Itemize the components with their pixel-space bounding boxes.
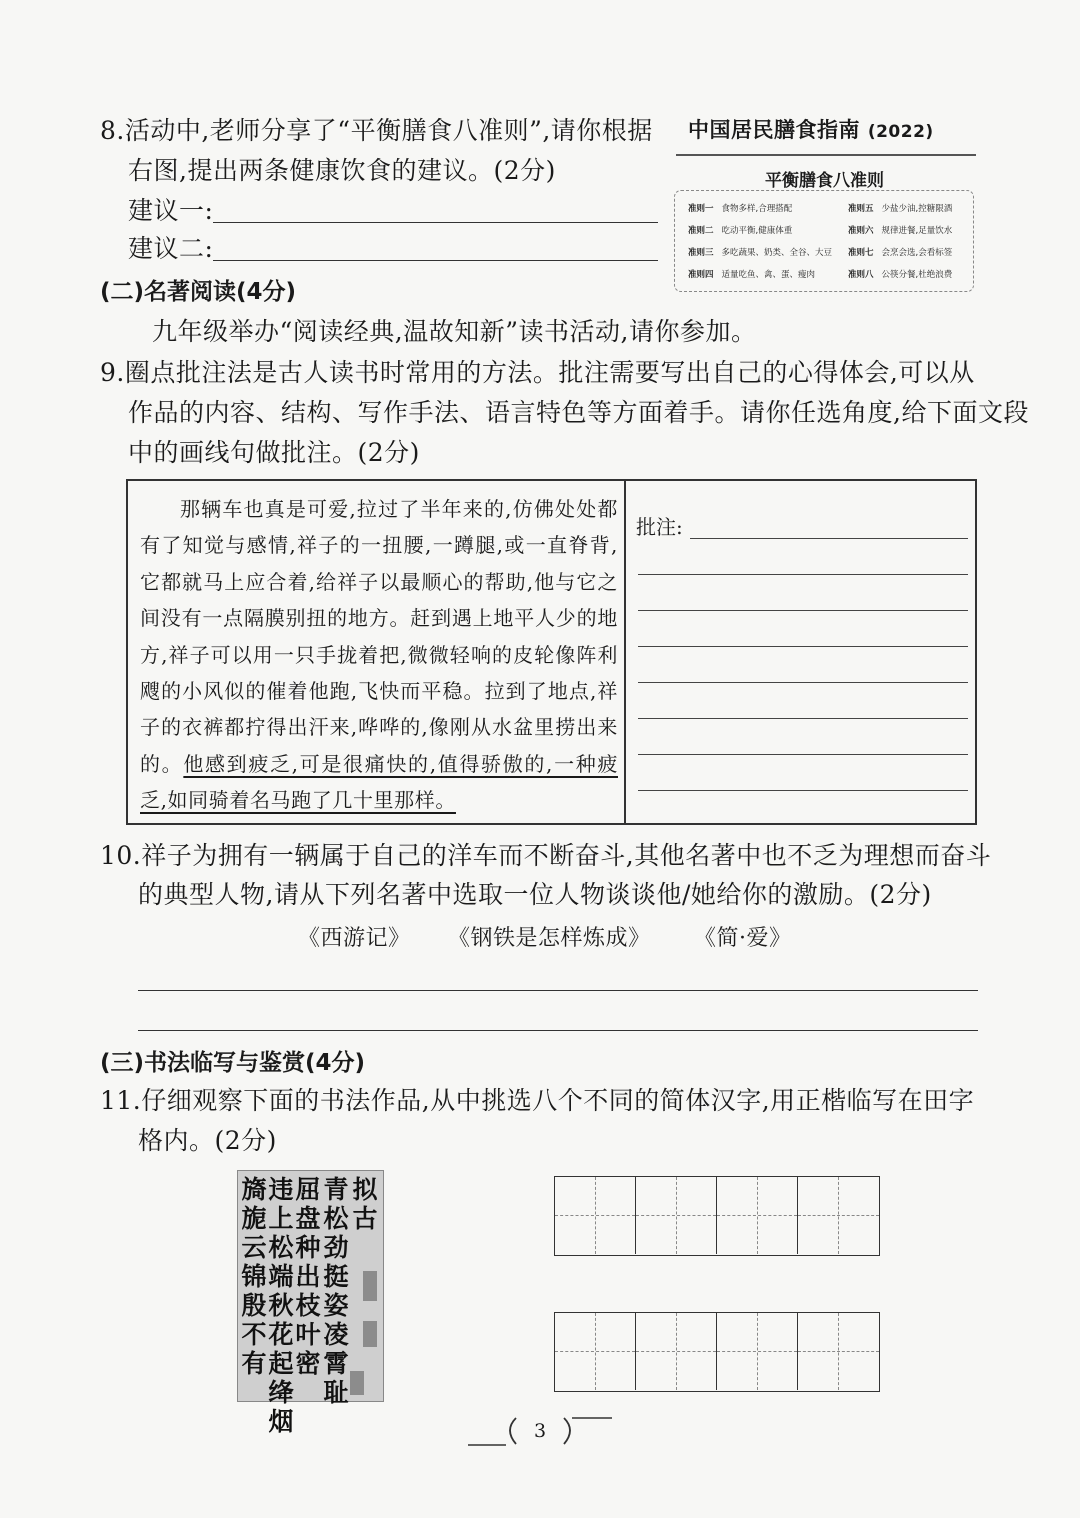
q8-line1: 8.活动中,老师分享了“平衡膳食八准则”,请你根据	[100, 116, 653, 145]
page-number: 3	[533, 1420, 547, 1442]
annotation-line-2[interactable]	[638, 574, 968, 575]
guide-rule-7: 准则七 会烹会选,会看标签	[848, 248, 953, 258]
section-2-heading: (二)名著阅读(4分)	[100, 279, 297, 305]
annotation-line-7[interactable]	[638, 754, 968, 755]
guide-rule-4: 准则四 适量吃鱼、禽、蛋、瘦肉	[688, 270, 816, 280]
guide-rule-5: 准则五 少盐少油,控糖限酒	[848, 204, 953, 214]
q9-line2: 作品的内容、结构、写作手法、语言特色等方面着手。请你任选角度,给下面文段	[128, 398, 1029, 427]
seal-stamp	[363, 1321, 377, 1347]
tianzi-cell[interactable]	[555, 1313, 636, 1390]
tianzi-cell[interactable]	[798, 1177, 879, 1254]
q9-line1: 9.圈点批注法是古人读书时常用的方法。批注需要写出自己的心得体会,可以从	[100, 358, 975, 387]
page-number-badge	[468, 1412, 618, 1452]
tianzi-cell[interactable]	[555, 1177, 636, 1254]
tianzi-grid-row-1[interactable]	[554, 1176, 880, 1256]
tianzi-cell[interactable]	[636, 1177, 717, 1254]
seal-stamp	[350, 1371, 364, 1395]
q8-suggestion1-label: 建议一:	[128, 196, 214, 225]
guide-rule-8: 准则八 公筷分餐,杜绝浪费	[848, 270, 953, 280]
dietary-guideline-card	[672, 108, 977, 290]
annotation-line-6[interactable]	[638, 718, 968, 719]
calligraphy-col-3: 屈盘种出枝叶密	[295, 1175, 321, 1378]
calligraphy-artwork	[237, 1170, 384, 1436]
q10-line2: 的典型人物,请从下列名著中选取一位人物谈谈他/她给你的激励。(2分)	[138, 880, 932, 909]
q8-suggestion1-line[interactable]	[213, 222, 658, 223]
guide-subtitle: 平衡膳食八准则	[765, 171, 884, 191]
q10-line1: 10.祥子为拥有一辆属于自己的洋车而不断奋斗,其他名著中也不乏为理想而奋斗	[100, 841, 992, 870]
annotation-line-5[interactable]	[638, 682, 968, 683]
book-1: 《西游记》	[298, 926, 411, 951]
seal-stamp	[363, 1271, 377, 1301]
section-2-intro: 九年级举办“阅读经典,温故知新”读书活动,请你参加。	[152, 317, 757, 346]
tianzi-cell[interactable]	[717, 1177, 798, 1254]
annotation-line-4[interactable]	[638, 646, 968, 647]
q10-answer-line-2[interactable]	[138, 1030, 978, 1031]
tianzi-grid-row-2[interactable]	[554, 1312, 880, 1392]
guide-title: 中国居民膳食指南 (2022)	[688, 118, 934, 142]
q8-suggestion2-line[interactable]	[213, 260, 658, 261]
excerpt-divider	[624, 481, 626, 823]
tianzi-cell[interactable]	[636, 1313, 717, 1390]
q11-line1: 11.仔细观察下面的书法作品,从中挑选八个不同的简体汉字,用正楷临写在田字	[100, 1086, 975, 1115]
book-3: 《简·爱》	[694, 926, 792, 951]
excerpt-table	[126, 479, 977, 825]
calligraphy-col-2: 青松劲挺姿凌霄耻	[323, 1175, 349, 1407]
q10-answer-line-1[interactable]	[138, 990, 978, 991]
annotation-line-8[interactable]	[638, 790, 968, 791]
annotation-line-1[interactable]	[690, 538, 968, 539]
annotation-label: 批注:	[636, 515, 683, 539]
tianzi-cell[interactable]	[717, 1313, 798, 1390]
guide-title-rule	[676, 154, 976, 156]
excerpt-passage: 那辆车也真是可爱,拉过了半年来的,仿佛处处都有了知觉与感情,祥子的一扭腰,一蹲腿,或一直脊背,它都就马上应合着,给祥子以最顺心的帮助,他与它之间没有一点隔膜别扭的地方。赶到遇上地平人少的地方,祥子可以用一只手拢着把,微微轻响的皮轮像阵利飕的小风似的催着他跑,飞快而平稳。拉到了地点,祥子的衣裤都拧得出汗来,哗哗的,像刚从水盆里捞出来的。他感到疲乏,可是很痛快的,值得骄傲的,一种疲乏,如同骑着名马跑了几十里那样。	[140, 497, 618, 813]
q11-line2: 格内。(2分)	[138, 1126, 277, 1155]
underlined-sentence: 他感到疲乏,可是很痛快的,值得骄傲的,一种疲乏,如同骑着名马跑了几十里那样。	[140, 751, 618, 813]
tianzi-cell[interactable]	[798, 1313, 879, 1390]
q8-line2: 右图,提出两条健康饮食的建议。(2分)	[128, 156, 556, 185]
guide-rule-1: 准则一 食物多样,合理搭配	[688, 204, 793, 214]
guide-rule-6: 准则六 规律进餐,足量饮水	[848, 226, 953, 236]
calligraphy-col-1: 拟古	[352, 1175, 378, 1233]
annotation-line-3[interactable]	[638, 610, 968, 611]
calligraphy-col-5: 旖旎云锦殷不有	[241, 1175, 267, 1378]
calligraphy-col-4: 违上松端秋花起绛烟	[268, 1175, 294, 1436]
guide-rule-2: 准则二 吃动平衡,健康体重	[688, 226, 793, 236]
q8-suggestion2-label: 建议二:	[128, 234, 214, 263]
q9-line3: 中的画线句做批注。(2分)	[128, 438, 420, 467]
guide-rule-3: 准则三 多吃蔬果、奶类、全谷、大豆	[688, 248, 833, 258]
book-2: 《钢铁是怎样炼成》	[448, 926, 651, 951]
section-3-heading: (三)书法临写与鉴赏(4分)	[100, 1050, 366, 1076]
